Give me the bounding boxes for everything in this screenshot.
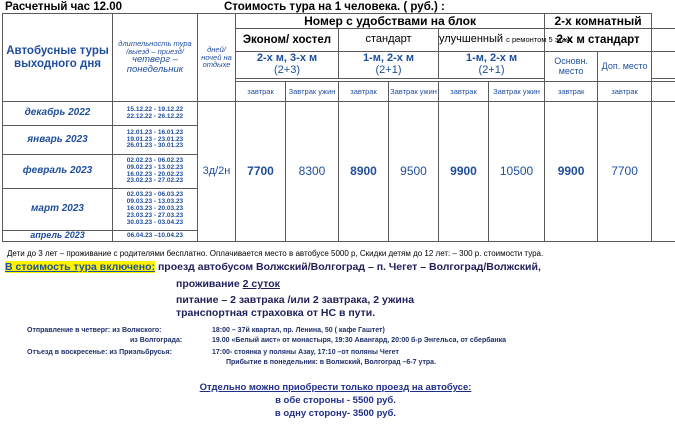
- bus-both-ways: в обе стороны - 5500 руб.: [275, 395, 396, 406]
- group-block-header: Номер с удобствами на блок: [236, 14, 545, 29]
- price-table: [2, 13, 675, 242]
- meal-header: Завтрак ужин: [489, 82, 545, 102]
- departure-label-2: из Волгограда:: [130, 337, 183, 344]
- price-note: Стоимость тура на 1 человека. ( руб.) :: [224, 1, 445, 13]
- children-note: Дети до 3 лет – проживание с родителями бесплатно. Оплачивается место в автобусе 5000 р, Скидки детям до 12 лет: – 300 р. стоимости тура.: [7, 249, 544, 258]
- month-label: март 2023: [3, 189, 113, 231]
- month-label: апрель 2023: [3, 231, 113, 242]
- departure-volzhsky: 18:00 – 37й квартал, пр. Ленина, 50 ( кафе Гаштет): [212, 327, 385, 334]
- days-nights-value: 3д/2н: [198, 102, 236, 242]
- category-standard: стандарт: [339, 29, 439, 52]
- category-2room-standard: 2-х м стандарт: [545, 29, 652, 52]
- place-extra-header: Доп. место: [598, 52, 652, 82]
- meal-header: завтрак: [439, 82, 489, 102]
- month-dates: 02.03.23 - 06.03.23 09.03.23 - 13.03.23 16.03.23 - 20.03.23 23.03.23 - 27.03.23 30.03.23 - 03.04.23: [113, 189, 198, 231]
- price-improved-breakfast: 9900: [439, 102, 489, 242]
- tour-title: Автобусные туры выходного дня: [3, 14, 113, 102]
- beds-improved: 1-м, 2-х м (2+1): [439, 52, 545, 79]
- month-dates: 15.12.22 - 19.12.22 22.12.22 - 26.12.22: [113, 102, 198, 126]
- price-2room-extra: 7700: [598, 102, 652, 242]
- included-line-3: питание – 2 завтрака /или 2 завтрака, 2 ужина: [176, 294, 415, 306]
- month-dates: 06.04.23 –10.04.23: [113, 231, 198, 242]
- price-2room-main: 9900: [545, 102, 598, 242]
- arrival-monday: Прибытие в понедельник: в Волжский, Волгоград –6-7 утра.: [226, 359, 437, 366]
- category-improved: улучшенный с ремонтом 5 этаж: [439, 29, 545, 52]
- place-main-header: Основн. место: [545, 52, 598, 82]
- meal-header: завтрак: [598, 82, 652, 102]
- included-line-1: В стоимость тура включено: проезд автобусом Волжский/Волгоград – п. Чегет – Волгоград/Волжский,: [5, 261, 541, 273]
- price-improved-breakfast-dinner: 10500: [489, 102, 545, 242]
- price-economy-breakfast: 7700: [236, 102, 286, 242]
- month-label: декабрь 2022: [3, 102, 113, 126]
- meal-header: завтрак: [545, 82, 598, 102]
- meal-header: Завтрак ужин: [286, 82, 339, 102]
- beds-standard: 1-м, 2-х м (2+1): [339, 52, 439, 79]
- included-line-2: проживание 2 суток: [176, 278, 280, 290]
- meal-header: завтрак: [236, 82, 286, 102]
- price-standard-breakfast-dinner: 9500: [389, 102, 439, 242]
- month-label: январь 2023: [3, 126, 113, 155]
- departure-label-1: Отправление в четверг: из Волжского:: [27, 327, 162, 334]
- bus-one-way: в одну сторону- 3500 руб.: [274, 408, 397, 419]
- category-economy: Эконом/ хостел: [236, 29, 339, 52]
- beds-economy: 2-х м, 3-х м (2+3): [236, 52, 339, 79]
- month-dates: 12.01.23 - 16.01.23 19.01.23 - 23.01.23 26.01.23 - 30.01.23: [113, 126, 198, 155]
- month-label: февраль 2023: [3, 155, 113, 189]
- price-standard-breakfast: 8900: [339, 102, 389, 242]
- included-line-4: транспортная страховка от НС в пути.: [176, 307, 376, 319]
- departure-volgograd: 19.00 «Белый аист» от монастыря, 19:30 Авангард, 20:00 б-р Энгельса, от сбербанка: [212, 337, 507, 344]
- days-header: дней/ ночей на отдыхе: [198, 14, 236, 102]
- checkout-time: Расчетный час 12.00: [5, 1, 123, 13]
- price-economy-breakfast-dinner: 8300: [286, 102, 339, 242]
- meal-header: Завтрак ужин: [389, 82, 439, 102]
- group-2room-header: 2-х комнатный: [545, 14, 652, 29]
- included-label: В стоимость тура включено:: [5, 261, 156, 273]
- return-elbrus: 17:00- стоянка у поляны Азау, 17:10 –от поляны Чегет: [212, 349, 399, 356]
- bus-only-title: Отдельно можно приобрести только проезд на автобусе:: [199, 382, 472, 393]
- meal-header: завтрак: [339, 82, 389, 102]
- month-dates: 02.02.23 - 06.02.23 09.02.23 - 13.02.23 16.02.23 - 20.02.23 23.02.23 - 27.02.23: [113, 155, 198, 189]
- duration-header: длительность тура /выезд – приезд/ четверг – понедельник: [113, 14, 198, 102]
- departure-label-3: Отъезд в воскресенье: из Приэльбрусья:: [27, 349, 172, 356]
